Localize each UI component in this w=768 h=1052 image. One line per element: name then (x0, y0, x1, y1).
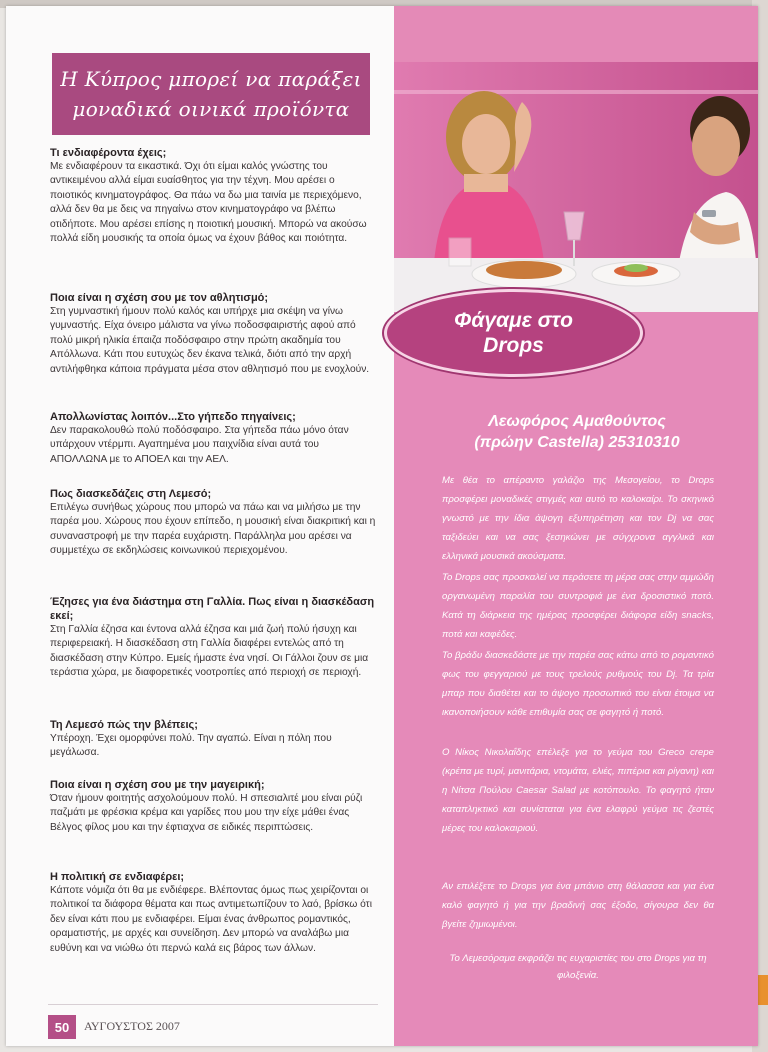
answer: Με ενδιαφέρουν τα εικαστικά. Όχι ότι είμαι καλός γνώστης του αντικειμένου αλλά είμαι ευαίσθητος για την τέχνη. Μου αρέσει ο ποιοτικός κινηματογράφος. Θα πάω να δω μια ταινία με περιεχόμενο, αλλά δεν θα με δεις να πηγαίνω στον κινηματογράφο να βλέπω οτιδήποτε. Μου αρέσει επίσης η ποιοτική μουσική. Μπορώ να ακούσω πολλά είδη μουσικής τα οποία όμως να έχουν βάθος και ποιότητα. (50, 161, 367, 245)
qa-block (50, 870, 376, 956)
qa-block (50, 718, 376, 761)
qa-block (50, 778, 376, 835)
section-badge (384, 289, 643, 377)
review-paragraph: Αν επιλέξετε το Drops για ένα μπάνιο στη θάλασσα και για ένα καλό φαγητό ή για την βραδινή σας έξοδο, σίγουρα δεν θα βγείτε ζημιωμένοι. (442, 881, 714, 930)
footer-divider (48, 1004, 378, 1005)
review-paragraph: Το Drops σας προσκαλεί να περάσετε τη μέρα σας στην αμμώδη οργανωμένη παραλία του συντροφιά με ένα δροσιστικό ποτό. Κατά τη διάρκεια της ημέρας προσφέρει διάφορα είδη snacks, ποτά και καφέδες. (442, 572, 714, 640)
review-paragraph: Ο Νίκος Νικολαΐδης επέλεξε για το γεύμα του Greco crepe (κρέπα με τυρί, μανιτάρια, ντομάτα, ελιές, πιπέρια και ρίγανη) και η Νίτσα Πούλου Caesar Salad με κοτόπουλο. Το φαγητό ήταν καταπληκτικό και συνίσταται για ένα ελαφρύ γεύμα τις ζεστές μέρες του καλοκαιριού. (442, 747, 714, 834)
issue-date: ΑΥΓΟΥΣΤΟΣ 2007 (84, 1019, 180, 1033)
question: Τι ενδιαφέροντα έχεις; (50, 147, 167, 159)
question: Απολλωνίστας λοιπόν...Στο γήπεδο πηγαίνεις; (50, 411, 296, 423)
question: Η πολιτική σε ενδιαφέρει; (50, 871, 185, 883)
qa-block (50, 487, 376, 559)
answer: Επιλέγω συνήθως χώρους που μπορώ να πάω και να μιλήσω με την παρέα μου. Χώρους που έχουν επίπεδο, η μουσική είναι διακριτική και η συναναστροφή με την παρέα ευχάριστη. Παράλληλα μου αρέσει να συμμετέχω σε εκδηλώσεις κοινωνικού περιεχομένου. (50, 502, 376, 557)
answer: Κάποτε νόμιζα ότι θα με ενδιέφερε. Βλέποντας όμως πως χειρίζονται οι πολιτικοί τα διάφορα θέματα και πως αντιμετωπίζουν το λαό, βρίσκω ότι δεν είναι κάτι που με ενδιαφέρει. Είμαι ένας άνθρωπος ρομαντικός, οραματιστής, με αρχές και συνείδηση. Δεν μπορώ να αναλάβω μια ευθύνη και να νιώθω ότι περνώ καλά εις βάρος των άλλων. (50, 885, 372, 954)
title-line-1: Η Κύπρος μπορεί να παράξει (60, 67, 362, 91)
interview-column (6, 6, 394, 1046)
title-line-2: μοναδικά οινικά προϊόντα (72, 97, 350, 121)
badge-line-2: Drops (483, 334, 544, 357)
answer: Δεν παρακολουθώ πολύ ποδόσφαιρο. Στα γήπεδα πάω μόνο όταν υπάρχουν ντέρμπι. Αγαπημένα μου παιχνίδια είναι αυτά του ΑΠΟΛΛΩΝΑ με το ΑΠΟΕΛ και την ΑΕΛ. (50, 425, 349, 465)
photo-illustration (394, 62, 758, 312)
answer: Όταν ήμουν φοιτητής ασχολούμουν πολύ. Η σπεσιαλιτέ μου είναι ρύζι παζμάτι με φρέσκια κρέμα και γαρίδες που μου την είχε μάθει ένας Βέλγος φίλος μου και την έφτιαχνα σε ειδικές περιπτώσεις. (50, 793, 363, 833)
page-number: 50 (48, 1015, 76, 1039)
answer: Στη γυμναστική ήμουν πολύ καλός και υπήρχε μια σκέψη να γίνω γυμναστής. Είχα όνειρο μάλιστα να γίνω ποδοσφαιριστής αφού από πολύ μικρή ηλικία έπαιζα ποδόσφαιρο στην πρώτη ακαδημία του Απόλλωνα. Κάτι που ευτυχώς δεν έκανα τελικά, διότι από την αρχή αντιλήφθηκα κάποια πράγματα μέσα στον αθλητισμό που με ενοχλούν. (50, 306, 370, 375)
restaurant-address (422, 411, 732, 453)
address-line-1: Λεωφόρος Αμαθούντος (488, 413, 666, 430)
magazine-page (6, 6, 758, 1046)
review-paragraph: Με θέα το απέραντο γαλάζιο της Μεσογείου, το Drops προσφέρει μοναδικές στιγμές και αυτό το καλοκαίρι. Το σκηνικό γνωστό με την ίδια άψογη εξυπηρέτηση και τον Dj να σας ταξιδεύει και να σας ξεσηκώνει με σύγχρονα αγγλικά και ελληνικά μουσικά ακούσματα. (442, 475, 714, 562)
question: Ποια είναι η σχέση σου με τον αθλητισμό; (50, 292, 269, 304)
answer: Στη Γαλλία έζησα και έντονα αλλά έζησα και μιά ζωή πολύ ήσυχη και περιφερειακή. Η διασκέδαση στη Γαλλία διαφέρει εντελώς από τη διασκέδαση στην Κύπρο. Εμείς ήμαστε ένα νησί. Οι Γάλλοι ζουν σε μια τεράστια χώρα, με διαφορετικές νοοτροπίες από περιοχή σε περιοχή. (50, 624, 369, 679)
qa-block (50, 595, 376, 681)
review-paragraph: Το βράδυ διασκεδάστε με την παρέα σας κάτω από το ρομαντικό φως του φεγγαριού με τους τρελούς ρυθμούς του Dj. Τα τρία μπαρ που διαθέτει και το άψογο προσωπικό του είναι έτοιμα να ικανοποιήσουν κάθε επιθυμία σας σε φαγητό ή ποτό. (442, 650, 714, 718)
qa-block (50, 291, 376, 377)
article-title (52, 53, 370, 135)
closing-thanks: Το Λεμεσόραμα εκφράζει τις ευχαριστίες του στο Drops για τη φιλοξενία. (449, 953, 707, 981)
next-page-tab (758, 975, 768, 1005)
question: Πως διασκεδάζεις στη Λεμεσό; (50, 488, 212, 500)
question: Έζησες για ένα διάστημα στη Γαλλία. Πως είναι η διασκέδαση εκεί; (50, 596, 375, 622)
qa-block (50, 410, 376, 467)
pink-band (394, 6, 758, 62)
qa-block (50, 146, 376, 246)
badge-line-1: Φάγαμε στο (454, 309, 573, 332)
couple-dining-photo (394, 62, 758, 312)
answer: Υπέροχη. Έχει ομορφύνει πολύ. Την αγαπώ. Είναι η πόλη που μεγάλωσα. (50, 733, 332, 759)
question: Ποια είναι η σχέση σου με την μαγειρική; (50, 779, 265, 791)
address-line-2: (πρώην Castella) 25310310 (474, 434, 680, 451)
question: Τη Λεμεσό πώς την βλέπεις; (50, 719, 198, 731)
restaurant-column (394, 6, 758, 1046)
